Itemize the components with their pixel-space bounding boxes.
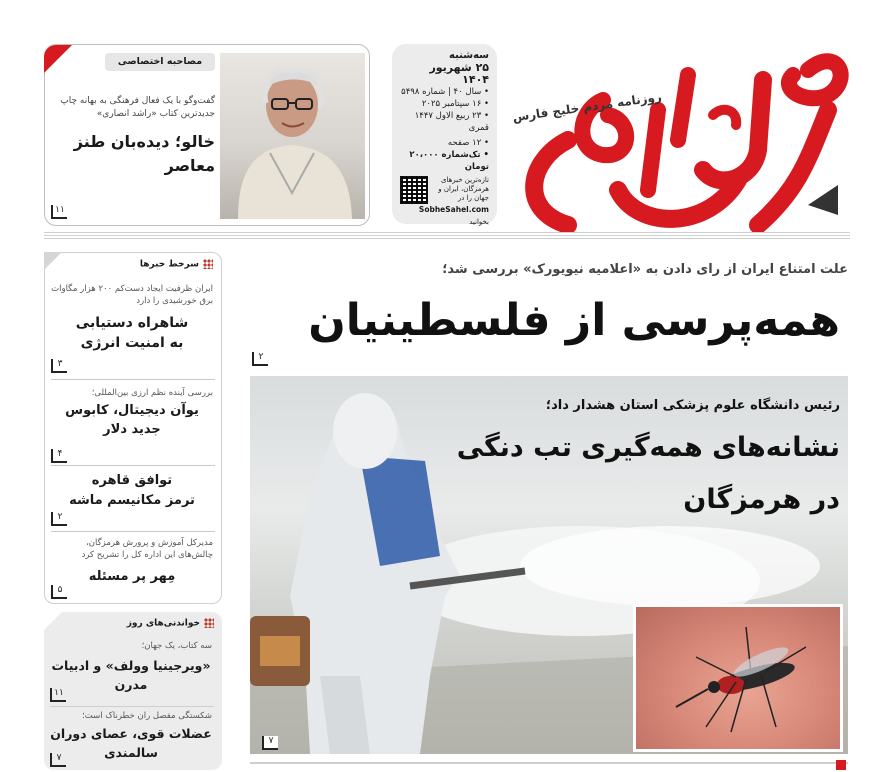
- interview-box[interactable]: [44, 44, 370, 226]
- photo-story-kicker: رئیس دانشگاه علوم پزشکی استان هشدار داد؛: [545, 398, 840, 413]
- issue-lunar-date: • ۲۳ ربیع الاول ۱۴۴۷ قمری: [414, 111, 489, 133]
- main-story-page-number: ۲: [252, 352, 268, 366]
- headline-item-4[interactable]: [51, 537, 213, 599]
- issue-info-panel: [392, 44, 497, 224]
- headlines-corner-mark: [44, 252, 62, 270]
- reading-item-lead: شکستگی مفصل ران خطرناک است؛: [82, 711, 212, 721]
- photo-story-page-number: ۷: [262, 736, 278, 750]
- headline-item-lead: مدیرکل آموزش و پرورش هرمزگان، چالش‌های این اداره کل را تشریح کرد: [81, 538, 213, 560]
- page-corner-mark: [836, 760, 846, 770]
- dots-icon: [204, 618, 214, 628]
- divider: [51, 465, 215, 466]
- qr-caption-end: بخوانید: [469, 218, 489, 226]
- headline-item-1[interactable]: [51, 283, 213, 373]
- reading-page-number: ۱۱: [50, 688, 66, 702]
- photo-story[interactable]: [250, 376, 848, 754]
- reading-label-row: [127, 618, 214, 629]
- reading-box: [44, 612, 222, 770]
- headlines-box: [44, 252, 222, 604]
- interview-title-2[interactable]: معاصر: [164, 156, 215, 175]
- reading-item-1[interactable]: [50, 640, 212, 704]
- headline-item-lead: بررسی آینده نظم ارزی بین‌المللی؛: [91, 388, 213, 398]
- issue-weekday: سه‌شنبه: [449, 50, 489, 61]
- masthead-logo: [508, 40, 853, 235]
- reading-item-title-2[interactable]: مدرن: [114, 677, 148, 692]
- reading-item-title-2[interactable]: سالمندی: [104, 745, 158, 760]
- reading-item-lead: سه کتاب، یک جهان؛: [141, 641, 212, 651]
- qr-code-icon[interactable]: [400, 176, 428, 204]
- headline-item-title[interactable]: مِهر پر مسئله: [88, 569, 176, 584]
- headline-item-title[interactable]: توافق قاهره: [91, 473, 173, 488]
- headline-page-number: ۲: [51, 512, 67, 526]
- masthead-tagline: روزنامه مردم خلیج فارس: [511, 89, 663, 125]
- headline-item-2[interactable]: [51, 387, 213, 457]
- divider: [50, 706, 214, 707]
- interview-corner-mark: [44, 45, 72, 73]
- mosquito-icon: [636, 607, 840, 749]
- interview-lead: گفت‌وگو با یک فعال فرهنگی به بهانه چاپ جدیدترین کتاب «راشد انصاری»: [60, 96, 215, 119]
- reading-corner-mark: [44, 612, 62, 630]
- issue-gregorian-date: • ۱۶ سپتامبر ۲۰۲۵: [421, 99, 489, 109]
- interview-badge: مصاحبه اختصاصی: [105, 53, 215, 71]
- issue-price: • تک‌شماره ۲۰،۰۰۰ تومان: [409, 150, 489, 172]
- headline-item-title-2[interactable]: جدید دلار: [103, 422, 161, 437]
- headline-page-number: ۵: [51, 585, 67, 599]
- dots-icon: [203, 259, 213, 269]
- photo-story-headline-2[interactable]: در هرمزگان: [683, 484, 840, 515]
- headlines-label-row: [140, 259, 213, 270]
- headline-item-title-2[interactable]: ترمز مکانیسم ماشه: [69, 493, 195, 508]
- issue-date: ۲۵ شهریور ۱۴۰۴: [429, 61, 489, 86]
- reading-page-number: ۷: [50, 753, 66, 767]
- headline-item-3[interactable]: [51, 471, 213, 527]
- divider: [51, 531, 215, 532]
- logo-calligraphy: [508, 40, 853, 235]
- issue-number: • سال ۴۰ | شماره ۵۴۹۸: [401, 87, 489, 97]
- photo-story-headline-1[interactable]: نشانه‌های همه‌گیری تب دنگی: [456, 432, 840, 463]
- interview-page-number: ۱۱: [51, 205, 67, 219]
- reading-item-title[interactable]: عضلات قوی، عصای دوران: [50, 726, 212, 741]
- main-story-headline[interactable]: همه‌پرسی از فلسطینیان: [308, 295, 840, 346]
- headlines-label: سرخط خبرها: [139, 259, 199, 270]
- interview-title-1[interactable]: خالو؛ دیده‌بان طنز: [73, 132, 215, 151]
- main-story-kicker: علت امتناع ایران از رای دادن به «اعلامیه نیویورک» بررسی شد؛: [442, 262, 848, 277]
- mosquito-inset: [633, 604, 843, 752]
- portrait-illustration: [220, 53, 365, 219]
- headline-page-number: ۴: [51, 449, 67, 463]
- reading-item-2[interactable]: [50, 710, 212, 766]
- headline-page-number: ۳: [51, 359, 67, 373]
- website-link[interactable]: SobheSahel.com: [418, 205, 489, 214]
- reading-item-title[interactable]: «ویرجینیا وولف» و ادبیات: [51, 658, 211, 673]
- reading-label: خواندنی‌های روز: [126, 618, 200, 629]
- qr-caption: تازه‌ترین خبرهای هرمزگان، ایران و جهان را در: [438, 176, 489, 202]
- headline-item-title[interactable]: شاهراه دستیابی: [75, 315, 189, 331]
- divider: [51, 379, 215, 380]
- issue-pages: • ۱۲ صفحه: [447, 138, 489, 148]
- headline-item-title[interactable]: یوآن دیجیتال، کابوس: [65, 403, 199, 418]
- logo-text: [508, 40, 513, 41]
- interview-photo: [220, 53, 365, 219]
- headline-item-lead: ایران ظرفیت ایجاد دست‌کم ۲۰۰ هزار مگاوات برق خورشیدی را دارد: [51, 284, 213, 306]
- masthead-rule: [44, 232, 850, 239]
- bottom-rule: [250, 762, 848, 764]
- headline-item-title-2[interactable]: به امنیت انرژی: [80, 335, 184, 351]
